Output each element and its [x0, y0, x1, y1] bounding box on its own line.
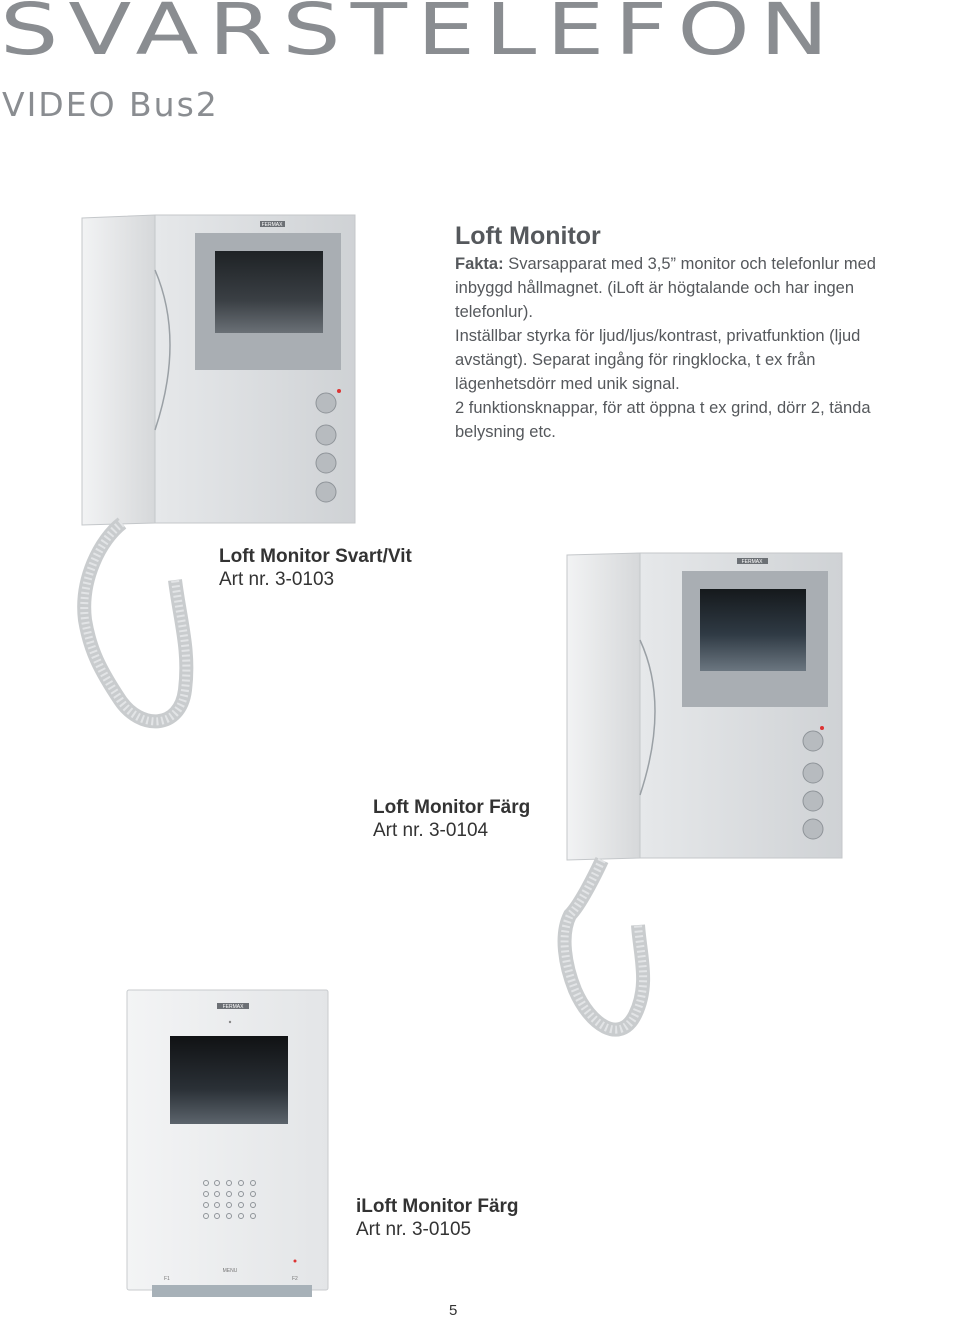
caption-loft-color: [373, 796, 530, 842]
brand-logo: FERMAX: [261, 222, 283, 228]
loft-monitor-bw-image: [60, 210, 370, 740]
facts-text: Svarsapparat med 3,5” monitor och telefonlur med inbyggd hållmagnet. (iLoft är högtalande och har ingen telefonlur).: [455, 255, 876, 321]
menu-label: MENU: [222, 1268, 238, 1274]
page-number: 5: [449, 1302, 458, 1319]
features-text: Inställbar styrka för ljud/ljus/kontrast, privatfunktion (ljud avstängt). Separat ingång för ringklocka, t ex från lägenhetsdörr med unik signal.: [455, 327, 861, 393]
caption-art: Art nr. 3-0103: [219, 569, 335, 590]
caption-art: Art nr. 3-0105: [356, 1219, 472, 1240]
caption-name: Loft Monitor Svart/Vit: [219, 546, 412, 567]
caption-iloft: [356, 1195, 519, 1241]
document-title: SVARSTELEFON: [0, 0, 839, 72]
loft-monitor-color-image: [540, 545, 850, 1085]
facts-label: Fakta:: [455, 255, 504, 273]
brand-logo: FERMAX: [222, 1004, 244, 1010]
product-description: [455, 252, 895, 444]
f1-label: F1: [164, 1276, 170, 1282]
product-title: Loft Monitor: [455, 222, 601, 250]
iloft-monitor-image: [120, 985, 335, 1300]
caption-name: iLoft Monitor Färg: [356, 1196, 519, 1217]
brand-logo: FERMAX: [741, 559, 763, 565]
caption-loft-bw: [219, 545, 412, 591]
caption-name: Loft Monitor Färg: [373, 797, 531, 818]
function-buttons-text: 2 funktionsknappar, för att öppna t ex grind, dörr 2, tända belysning etc.: [455, 399, 871, 441]
document-subtitle: VIDEO Bus2: [2, 85, 219, 124]
caption-art: Art nr. 3-0104: [373, 820, 489, 841]
f2-label: F2: [292, 1276, 298, 1282]
